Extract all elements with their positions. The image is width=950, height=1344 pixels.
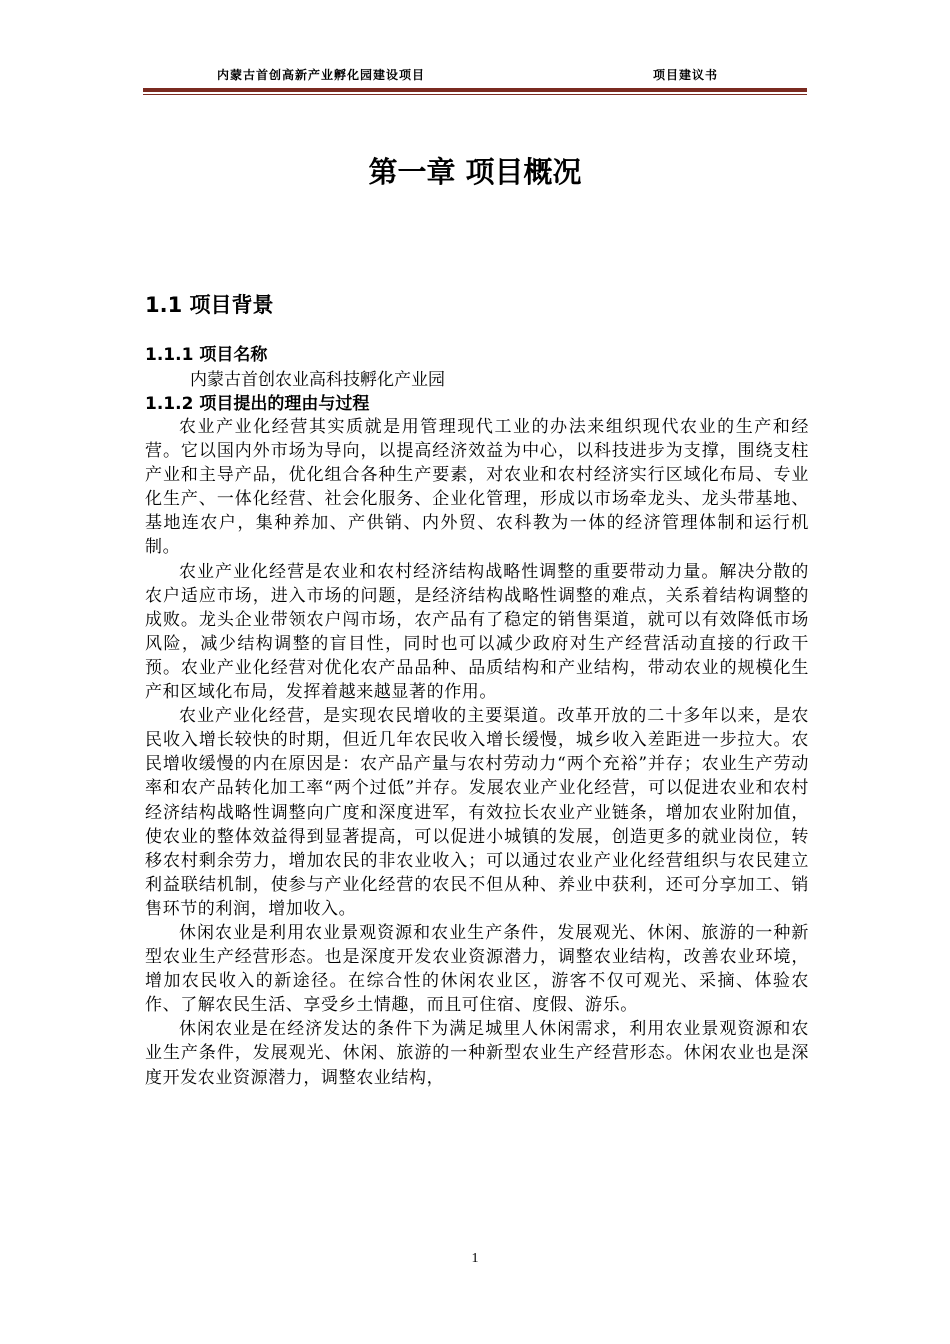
section-title: 1.1 项目背景 [145,293,274,317]
paragraph: 休闲农业是利用农业景观资源和农业生产条件，发展观光、休闲、旅游的一种新型农业生产经营形态。也是深度开发农业资源潜力，调整农业结构，改善农业环境，增加农民收入的新途径。在综合性的休闲农业区，游客不仅可观光、采摘、体验农作、了解农民生活、享受乡土情趣，而且可住宿、度假、游乐。 [145,922,809,1016]
header-rule-thick [143,88,807,92]
paragraph: 农业产业化经营是农业和农村经济结构战略性调整的重要带动力量。解决分散的农户适应市场，进入市场的问题，是经济结构战略性调整的难点，关系着结构调整的成败。龙头企业带领农户闯市场，农产品有了稳定的销售渠道，就可以有效降低市场风险，减少结构调整的盲目性，同时也可以减少政府对生产经营活动直接的行政干预。农业产业化经营对优化农产品品种、品质结构和产业结构，带动农业的规模化生产和区域化布局，发挥着越来越显著的作用。 [145,561,809,703]
subsection-title-reasons: 1.1.2 项目提出的理由与过程 [145,394,370,414]
chapter-title: 第一章 项目概况 [368,155,582,189]
header-rule-thin [143,94,807,95]
paragraph: 休闲农业是在经济发达的条件下为满足城里人休闲需求，利用农业景观资源和农业生产条件，发展观光、休闲、旅游的一种新型农业生产经营形态。休闲农业也是深度开发农业资源潜力，调整农业结构， [145,1019,809,1088]
header-project-name: 内蒙古首创高新产业孵化园建设项目 [217,68,426,82]
page-number: 1 [471,1251,479,1266]
subsection-title-project-name: 1.1.1 项目名称 [145,345,268,365]
paragraph: 农业产业化经营其实质就是用管理现代工业的办法来组织现代农业的生产和经营。它以国内外市场为导向，以提高经济效益为中心，以科技进步为支撑，围绕支柱产业和主导产品，优化组合各种生产要素，对农业和农村经济实行区域化布局、专业化生产、一体化经营、社会化服务、企业化管理，形成以市场牵龙头、龙头带基地、基地连农户，集种养加、产供销、内外贸、农科教为一体的经济管理体制和运行机制。 [145,417,809,558]
page-header [145,66,805,88]
header-document-type: 项目建议书 [653,68,719,82]
project-name-text: 内蒙古首创农业高科技孵化产业园 [190,370,445,390]
paragraph: 农业产业化经营，是实现农民增收的主要渠道。改革开放的二十多年以来，是农民收入增长较快的时期，但近几年农民收入增长缓慢，城乡收入差距进一步拉大。农民增收缓慢的内在原因是：农产品产量与农村劳动力“两个充裕”并存；农业生产劳动率和农产品转化加工率“两个过低”并存。发展农业产业化经营，可以促进农业和农村经济结构战略性调整向广度和深度进军，有效拉长农业产业链条，增加农业附加值，使农业的整体效益得到显著提高，可以促进小城镇的发展，创造更多的就业岗位，转移农村剩余劳力，增加农民的非农业收入；可以通过农业产业化经营组织与农民建立利益联结机制，使参与产业化经营的农民不但从种、养业中获利，还可分享加工、销售环节的利润，增加收入。 [145,706,809,919]
body-text [145,415,809,1090]
